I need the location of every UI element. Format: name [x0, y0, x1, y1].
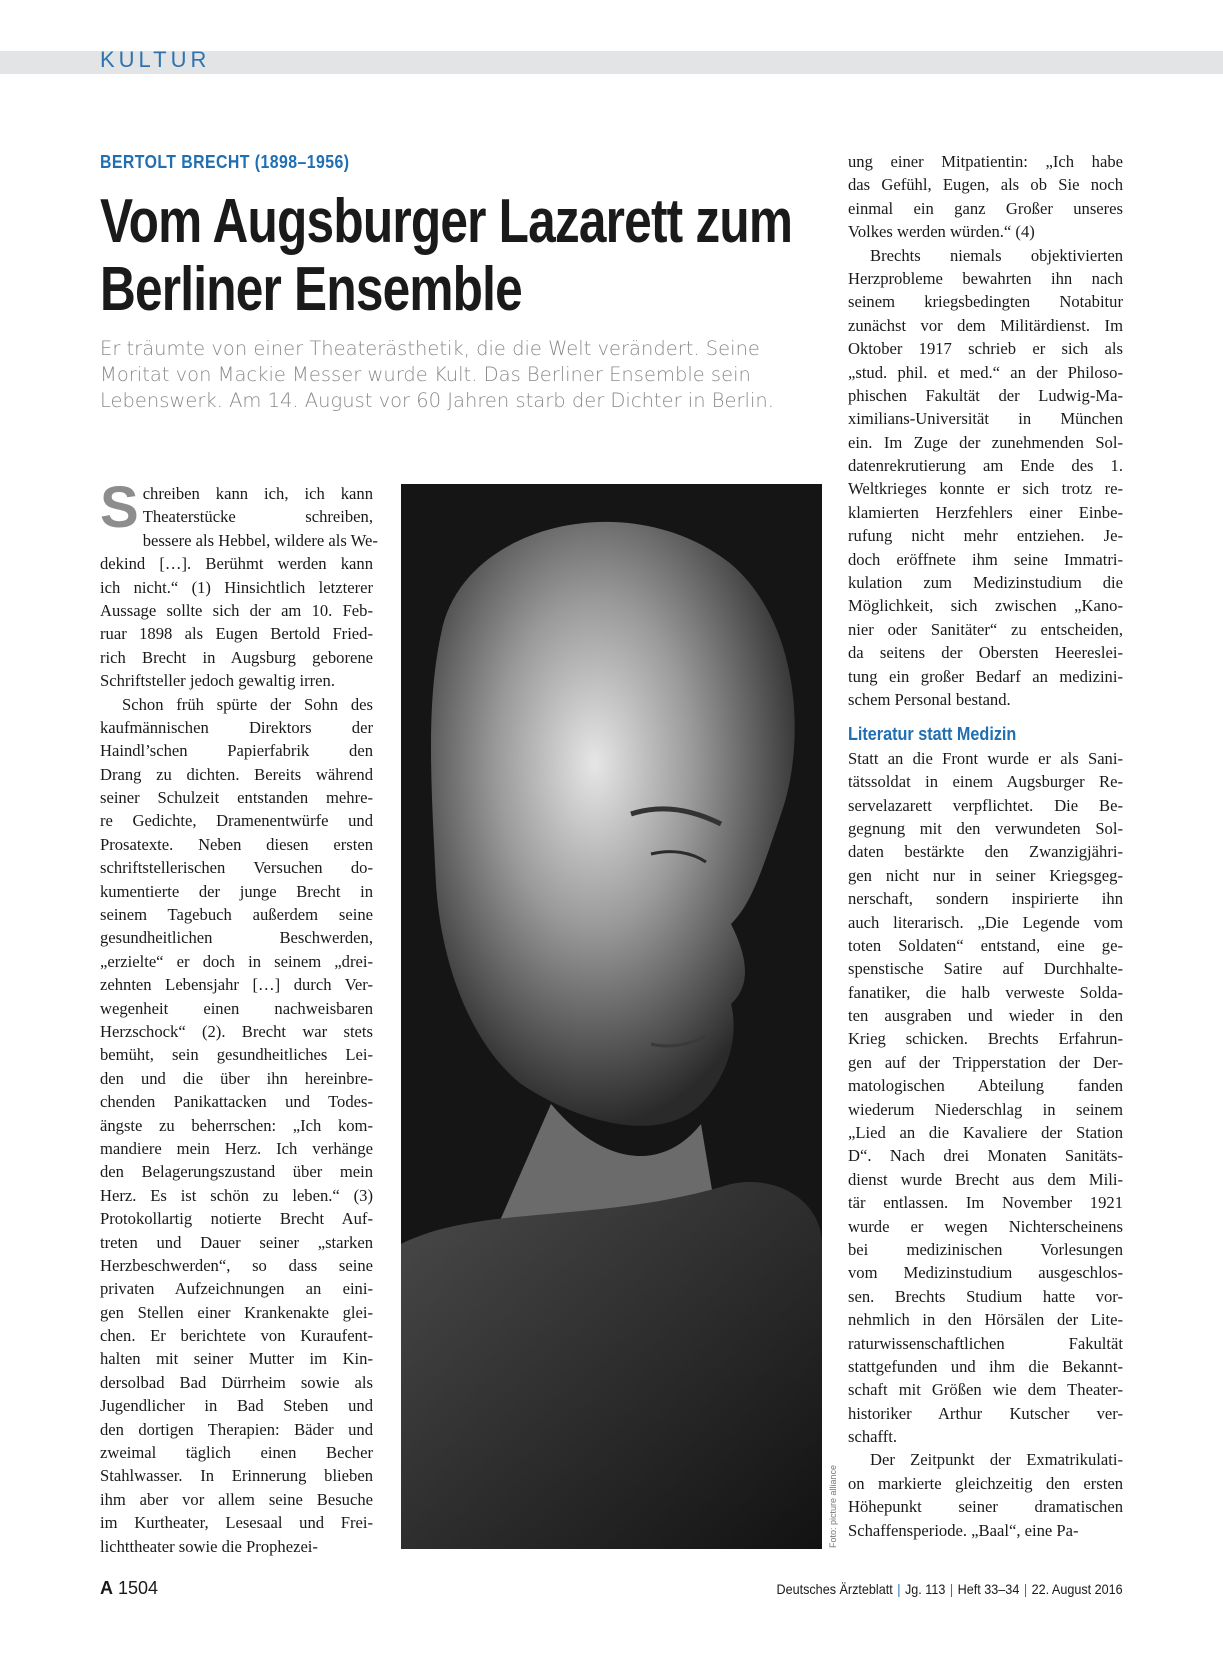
text-line: wiederum Niederschlag in seinem: [848, 1099, 1123, 1119]
text-line: lichttheater sowie die Prophezei-: [100, 1536, 318, 1556]
text-line: Krieg schicken. Brechts Erfahrun-: [848, 1029, 1123, 1049]
text-line: Höhepunkt seiner dramatischen: [848, 1497, 1123, 1517]
text-line: den dortigen Therapien: Bäder und: [100, 1419, 373, 1439]
text-line: datenrekrutierung am Ende des 1.: [848, 456, 1123, 476]
text-line: toten Soldaten“ entstand, eine ge-: [848, 935, 1123, 955]
text-line: bessere als Hebbel, wildere als We-: [142, 530, 378, 550]
text-line: ich nicht.“ (1) Hinsichtlich letzterer: [100, 577, 373, 597]
journal-date: 22. August 2016: [1031, 1581, 1123, 1597]
portrait-illustration: [401, 484, 822, 1549]
text-line: Volkes werden würden.“ (4): [848, 222, 1035, 242]
text-line: Schon früh spürte der Sohn des: [122, 694, 373, 714]
text-line: seiner Schulzeit entstanden mehre-: [100, 788, 373, 808]
text-line: daten bestärkte den Zwanzigjähri-: [848, 842, 1123, 862]
text-line: tätssoldat in einem Augsburger Re-: [848, 772, 1123, 792]
text-line: ihm aber vor allem seine Besuche: [100, 1489, 373, 1509]
headline-line: Berliner Ensemble: [100, 255, 522, 324]
text-line: Brechts niemals objektivierten: [870, 245, 1123, 265]
page-number-value: 1504: [118, 1578, 159, 1598]
text-line: nehmlich in den Hörsälen der Lite-: [848, 1310, 1123, 1330]
text-line: „Lied an die Kavaliere der Station: [848, 1123, 1123, 1143]
text-line: phischen Fakultät der Ludwig-Ma-: [848, 385, 1123, 405]
text-line: das Gefühl, Eugen, als ob Sie noch: [848, 175, 1123, 195]
text-line: on markierte gleichzeitig den ersten: [848, 1473, 1123, 1493]
text-line: Protokollartig notierte Brecht Auf-: [100, 1209, 373, 1229]
text-line: ximilians-Universität in München: [848, 409, 1123, 429]
standfirst-line: Lebenswerk. Am 14. August vor 60 Jahren starb der Dichter in Berlin.: [100, 389, 774, 412]
text-line: schem Personal bestand.: [848, 689, 1011, 709]
text-line: dienst wurde Brecht aus dem Mili-: [848, 1169, 1123, 1189]
text-line: „erzielte“ er doch in seinem „drei-: [100, 951, 373, 971]
section-label: KULTUR: [100, 47, 211, 72]
photo-credit: Foto: picture alliance: [828, 1464, 838, 1548]
text-line: chreiben kann ich, ich kann: [142, 484, 373, 503]
text-line: stattgefunden und ihm die Bekannt-: [848, 1356, 1123, 1376]
text-line: Drang zu dichten. Bereits während: [100, 764, 373, 784]
text-line: mandiere mein Herz. Ich verhänge: [100, 1138, 373, 1158]
text-line: Der Zeitpunkt der Exmatrikulati-: [870, 1450, 1123, 1470]
text-line: Möglichkeit, sich zwischen „Kano-: [848, 596, 1123, 616]
text-line: zweimal täglich einen Becher: [100, 1443, 373, 1463]
article-kicker: BERTOLT BRECHT (1898–1956): [100, 152, 350, 172]
text-line: da seitens der Obersten Heereslei-: [848, 643, 1123, 663]
text-line: chen. Er berichtete von Kuraufent-: [100, 1326, 373, 1346]
text-line: ängste zu beherrschen: „Ich kom-: [100, 1115, 373, 1135]
text-line: Oktober 1917 schrieb er sich als: [848, 339, 1123, 359]
text-line: schaft mit Größen wie dem Theater-: [848, 1380, 1123, 1400]
text-line: Weltkrieges konnte er sich trotz re-: [848, 479, 1123, 499]
text-line: bei medizinischen Vorlesungen: [848, 1239, 1123, 1259]
text-line: tär entlassen. Im November 1921: [848, 1193, 1123, 1213]
text-line: privaten Aufzeichnungen an eini-: [100, 1279, 373, 1299]
text-line: Schriftsteller jedoch gewaltig irren.: [100, 671, 335, 691]
article-standfirst: [100, 336, 820, 414]
standfirst-line: Moritat von Mackie Messer wurde Kult. Das Berliner Ensemble sein: [100, 363, 751, 386]
text-line: ruar 1898 als Eugen Bertold Fried-: [100, 624, 373, 644]
text-line: rich Brecht in Augsburg geborene: [100, 647, 373, 667]
text-line: „stud. phil. et med.“ an der Philoso-: [848, 362, 1123, 382]
journal-footer: Deutsches Ärzteblatt | Jg. 113 | Heft 33–34 | 22. August 2016: [776, 1581, 1123, 1597]
text-line: wurde er wegen Nichterscheinens: [848, 1216, 1123, 1236]
text-line: tung ein großer Bedarf an medizini-: [848, 666, 1123, 686]
text-line: klamierten Herzfehlers einer Einbe-: [848, 502, 1123, 522]
standfirst-line: Er träumte von einer Theaterästhetik, die die Welt verändert. Seine: [100, 337, 760, 360]
text-line: gegnung mit den verwundeten Sol-: [848, 818, 1123, 838]
text-line: zunächst vor dem Militärdienst. Im: [848, 315, 1123, 335]
text-line: Schaffensperiode. „Baal“, eine Pa-: [848, 1520, 1079, 1540]
journal-name: Deutsches Ärzteblatt: [776, 1581, 894, 1597]
text-line: gen Stellen einer Krankenakte glei-: [100, 1302, 373, 1322]
text-line: Jugendlicher in Bad Steben und: [100, 1396, 373, 1416]
text-line: Prosatexte. Neben diesen ersten: [100, 834, 373, 854]
text-line: doch eröffnete ihm seine Immatri-: [848, 549, 1123, 569]
text-line: Aussage sollte sich der am 10. Feb-: [100, 600, 373, 620]
text-line: Herzprobleme bewahrten ihn nach: [848, 268, 1123, 288]
text-line: gesundheitlichen Beschwerden,: [100, 928, 373, 948]
text-line: fanatiker, die halb verweste Solda-: [848, 982, 1123, 1002]
text-line: chenden Panikattacken und Todes-: [100, 1092, 373, 1112]
text-line: historiker Arthur Kutscher ver-: [848, 1403, 1123, 1423]
text-line: Herzbeschwerden“, so dass seine: [100, 1255, 373, 1275]
page-number: [100, 1578, 158, 1599]
text-line: Herzschock“ (2). Brecht war stets: [100, 1021, 373, 1041]
text-line: Statt an die Front wurde er als Sani-: [848, 748, 1123, 768]
section-subhead: Literatur statt Medizin: [848, 724, 1017, 745]
text-line: dersolbad Bad Dürrheim sowie als: [100, 1372, 373, 1392]
text-line: nier oder Sanitäter“ zu entscheiden,: [848, 619, 1123, 639]
journal-volume: Jg. 113: [905, 1581, 946, 1597]
text-line: seinem kriegsbedingten Notabitur: [848, 292, 1123, 312]
text-line: auch literarisch. „Die Legende vom: [848, 912, 1123, 932]
text-line: spenstische Satire auf Durchhalte-: [848, 959, 1123, 979]
text-line: Stahlwasser. In Erinnerung blieben: [100, 1466, 373, 1486]
text-line: den Belagerungszustand über mein: [100, 1162, 373, 1182]
text-line: ung einer Mitpatientin: „Ich habe: [848, 152, 1123, 171]
text-line: im Kurtheater, Lesesaal und Frei-: [100, 1513, 373, 1533]
body-column-right: [848, 150, 1123, 1542]
text-line: kumentierte der junge Brecht in: [100, 881, 373, 901]
text-line: raturwissenschaftlichen Fakultät: [848, 1333, 1123, 1353]
text-line: dekind […]. Berühmt werden kann: [100, 554, 373, 574]
text-line: kulation zum Medizinstudium die: [848, 573, 1123, 593]
text-line: schafft.: [848, 1427, 897, 1447]
text-line: wegenheit einen nachweisbaren: [100, 998, 373, 1018]
text-line: servelazarett verpflichtet. Die Be-: [848, 795, 1123, 815]
text-line: ten ausgraben und wieder in den: [848, 1006, 1123, 1026]
text-line: gen auf der Tripperstation der Der-: [848, 1052, 1123, 1072]
text-line: vom Medizinstudium ausgeschlos-: [848, 1263, 1123, 1283]
text-line: sen. Brechts Studium hatte vor-: [848, 1286, 1123, 1306]
text-line: Herz. Es ist schön zu leben.“ (3): [100, 1185, 373, 1205]
text-line: nerschaft, sondern inspirierte ihn: [848, 889, 1123, 909]
text-line: seinem Tagebuch außerdem seine: [100, 905, 373, 925]
page-prefix: A: [100, 1578, 113, 1598]
text-line: halten mit seiner Mutter im Kin-: [100, 1349, 373, 1369]
drop-cap: S: [100, 475, 139, 540]
text-line: Theaterstücke schreiben,: [142, 507, 373, 527]
article-headline: [100, 187, 793, 324]
text-line: ein. Im Zuge der zunehmenden Sol-: [848, 432, 1123, 452]
portrait-photo: [401, 484, 822, 1549]
text-line: einmal ein ganz Großer unseres: [848, 198, 1123, 218]
text-line: rufung nicht mehr entziehen. Je-: [848, 526, 1123, 546]
headline-line: Vom Augsburger Lazarett zum: [100, 187, 793, 256]
journal-issue: Heft 33–34: [957, 1581, 1020, 1597]
text-line: re Gedichte, Dramenentwürfe und: [100, 811, 373, 831]
text-line: bemüht, sein gesundheitliches Lei-: [100, 1045, 373, 1065]
text-line: den und die über ihn hereinbre-: [100, 1068, 373, 1088]
body-column-left: [100, 475, 378, 1558]
text-line: Haindl’schen Papierfabrik den: [100, 741, 373, 761]
text-line: schriftstellerischen Versuchen do-: [100, 858, 373, 878]
text-line: gen nicht nur in seiner Kriegsgeg-: [848, 865, 1123, 885]
text-line: D“. Nach drei Monaten Sanitäts-: [848, 1146, 1123, 1166]
text-line: treten und Dauer seiner „starken: [100, 1232, 373, 1252]
text-line: matologischen Abteilung fanden: [848, 1076, 1123, 1096]
text-line: kaufmännischen Direktors der: [100, 717, 373, 737]
text-line: zehnten Lebensjahr […] durch Ver-: [100, 975, 373, 995]
